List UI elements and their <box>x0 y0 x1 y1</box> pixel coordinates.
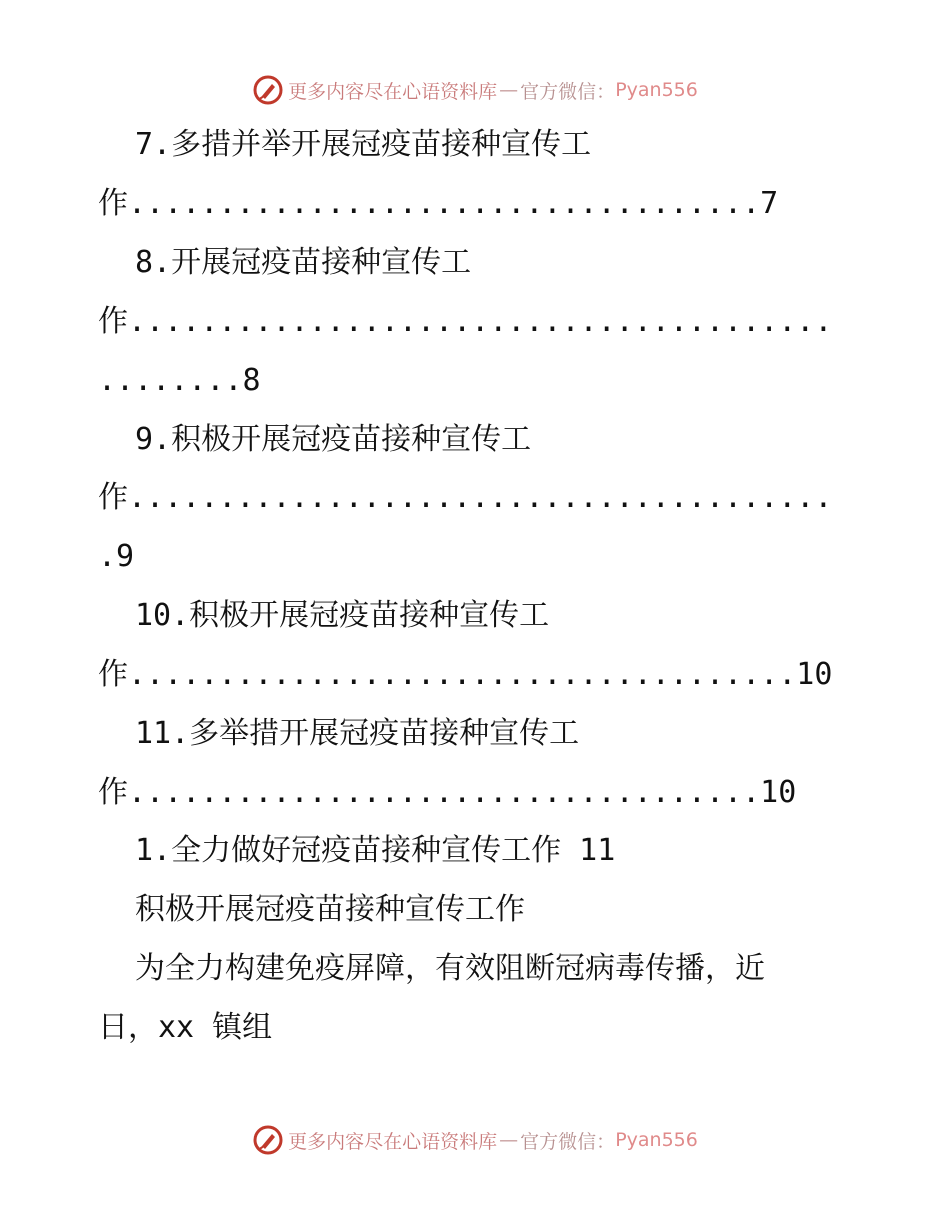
toc-line-10-title: 10.积极开展冠疫苗接种宣传工 <box>135 598 550 633</box>
toc-line-8-title: 8.开展冠疫苗接种宣传工 <box>135 245 472 280</box>
toc-line-9-page: .9 <box>98 539 135 574</box>
toc-line-11-leader: 作...................................10 <box>98 775 797 810</box>
footer-dash: — <box>499 1129 519 1151</box>
toc-line-8-leader: 作....................................... <box>98 304 833 339</box>
pen-logo-icon <box>252 74 284 106</box>
toc-line-7-leader: 作...................................7 <box>98 186 779 221</box>
toc-line-1: 1.全力做好冠疫苗接种宣传工作 11 <box>135 833 616 868</box>
header-promo-text: 更多内容尽在心语资料库 <box>288 80 498 103</box>
toc-line-10-leader: 作.....................................10 <box>98 657 833 692</box>
toc-line-11-title: 11.多举措开展冠疫苗接种宣传工 <box>135 716 580 751</box>
header-watermark <box>0 70 950 110</box>
header-dash: — <box>499 79 519 101</box>
footer-watermark <box>0 1120 950 1160</box>
pen-logo-icon <box>252 1124 284 1156</box>
header-wechat-label: 官方微信： <box>520 80 616 103</box>
toc-line-8-page: ........8 <box>98 363 261 398</box>
header-wechat-id: Pyan556 <box>615 79 698 101</box>
body-paragraph-line-1: 为全力构建免疫屏障，有效阻断冠病毒传播，近 <box>135 951 765 986</box>
toc-line-9-leader: 作....................................... <box>98 480 833 515</box>
toc-line-7-title: 7.多措并举开展冠疫苗接种宣传工 <box>135 127 592 162</box>
section-heading: 积极开展冠疫苗接种宣传工作 <box>135 892 525 927</box>
footer-wechat-label: 官方微信： <box>520 1130 616 1153</box>
toc-line-9-title: 9.积极开展冠疫苗接种宣传工 <box>135 422 532 457</box>
footer-wechat-id: Pyan556 <box>615 1129 698 1151</box>
body-paragraph-line-2: 日，xx 镇组 <box>98 1010 273 1045</box>
footer-promo-text: 更多内容尽在心语资料库 <box>288 1130 498 1153</box>
